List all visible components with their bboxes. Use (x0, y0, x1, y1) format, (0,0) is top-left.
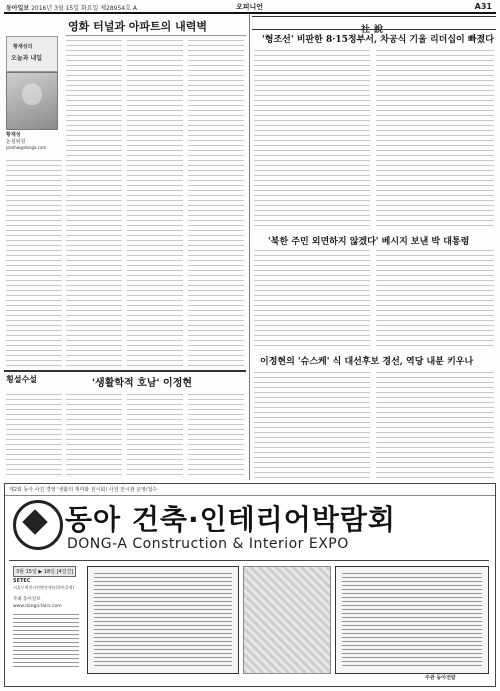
ad-venue-label: SETEC (13, 578, 31, 584)
author-role: 논설위원 (6, 139, 26, 145)
author-name: 황재성 (6, 132, 21, 138)
ad-host (425, 674, 456, 681)
ad-date-badge: 3월 15일 ▶ 18일 [4일간] (13, 566, 76, 577)
ad-ticket-box (87, 566, 239, 674)
center-divider (249, 14, 250, 480)
author-email: jsonhw@donga.com (6, 145, 47, 150)
page-number: A31 (474, 2, 492, 11)
editorial-1-body-left (254, 50, 370, 230)
portrait-caption-tag: 황재성의 (13, 44, 33, 50)
ad-organizer (13, 596, 41, 602)
ad-organizer-name: 동아일보 (23, 597, 41, 602)
lower-column-rule (4, 370, 246, 372)
editorial-3-title: 이정현의 '슈스케' 식 대선후보 경선, 역당 내분 키우나 (260, 357, 474, 367)
expo-logo-icon (13, 500, 63, 550)
ad-info-list (13, 614, 79, 670)
editorial-2-body-right (376, 250, 494, 350)
lower-body-col-3 (127, 394, 183, 478)
ad-top-strip: 제2회 동아 사진 경영 '생활의 재미와 전시회! 사전 전시관 운영/접수 (5, 484, 495, 496)
editorial-header-bar (252, 16, 496, 35)
ad-host-name: 동아전람 (436, 675, 456, 681)
ad-website[interactable]: www.donga-fairs.com (13, 604, 62, 609)
ad-korean-title: 동아 건축·인테리어박람회 (65, 503, 396, 536)
ad-program-box (335, 566, 489, 674)
masthead-date: 2016년 3월 15일 화요일 제28954호 A (31, 5, 137, 12)
editorial-2-title: '북한 주민 외면하지 않겠다' 베시지 보낸 박 대통령 (268, 237, 470, 247)
column-title-rule (66, 35, 246, 36)
ad-venue-detail: 서울무역전시컨벤션센터(학여울역) (13, 585, 75, 590)
author-portrait (6, 72, 58, 130)
editorial-1-title: '형조선' 비판한 8·15정부서, 차공식 기울 리더십이 빠졌다 (262, 35, 494, 45)
column-body-col-3 (127, 40, 183, 368)
editorial-3-body-left (254, 372, 370, 478)
lower-body-col-4 (188, 394, 244, 478)
column-body-col-4 (188, 40, 244, 368)
column-body-col-1 (6, 160, 62, 368)
column-body-col-2 (66, 40, 122, 368)
expo-advertisement[interactable] (4, 483, 496, 687)
editorial-header-label: 社說 (360, 25, 387, 35)
masthead-paper-name: 동아일보 (6, 5, 30, 12)
lower-column-title: '생활학적 호남' 이정현 (92, 378, 193, 389)
ad-organizer-label: 주최 (13, 597, 22, 602)
editorial-2-body-left (254, 250, 370, 350)
section-label: 오피니언 (236, 3, 264, 11)
lower-column-heading: 횡설수설 (6, 375, 37, 384)
ad-program-box-text (342, 573, 482, 667)
ad-divider (9, 560, 489, 561)
ad-ticket-box-text (94, 573, 232, 667)
ad-map-graphic (243, 566, 331, 674)
masthead-rule (4, 12, 496, 14)
column-title: 영화 터널과 아파트의 내력벽 (68, 20, 207, 33)
ad-english-title: DONG-A Construction & Interior EXPO (67, 536, 349, 552)
portrait-caption-name: 오늘과 내일 (11, 55, 43, 62)
lower-body-col-2 (66, 394, 122, 478)
portrait-caption-box (6, 36, 58, 72)
masthead-date-line (6, 3, 137, 12)
ad-host-label: 주관 (425, 675, 435, 681)
editorial-3-body-right (376, 372, 494, 478)
lower-body-col-1 (6, 394, 62, 478)
editorial-1-body-right (376, 50, 494, 230)
